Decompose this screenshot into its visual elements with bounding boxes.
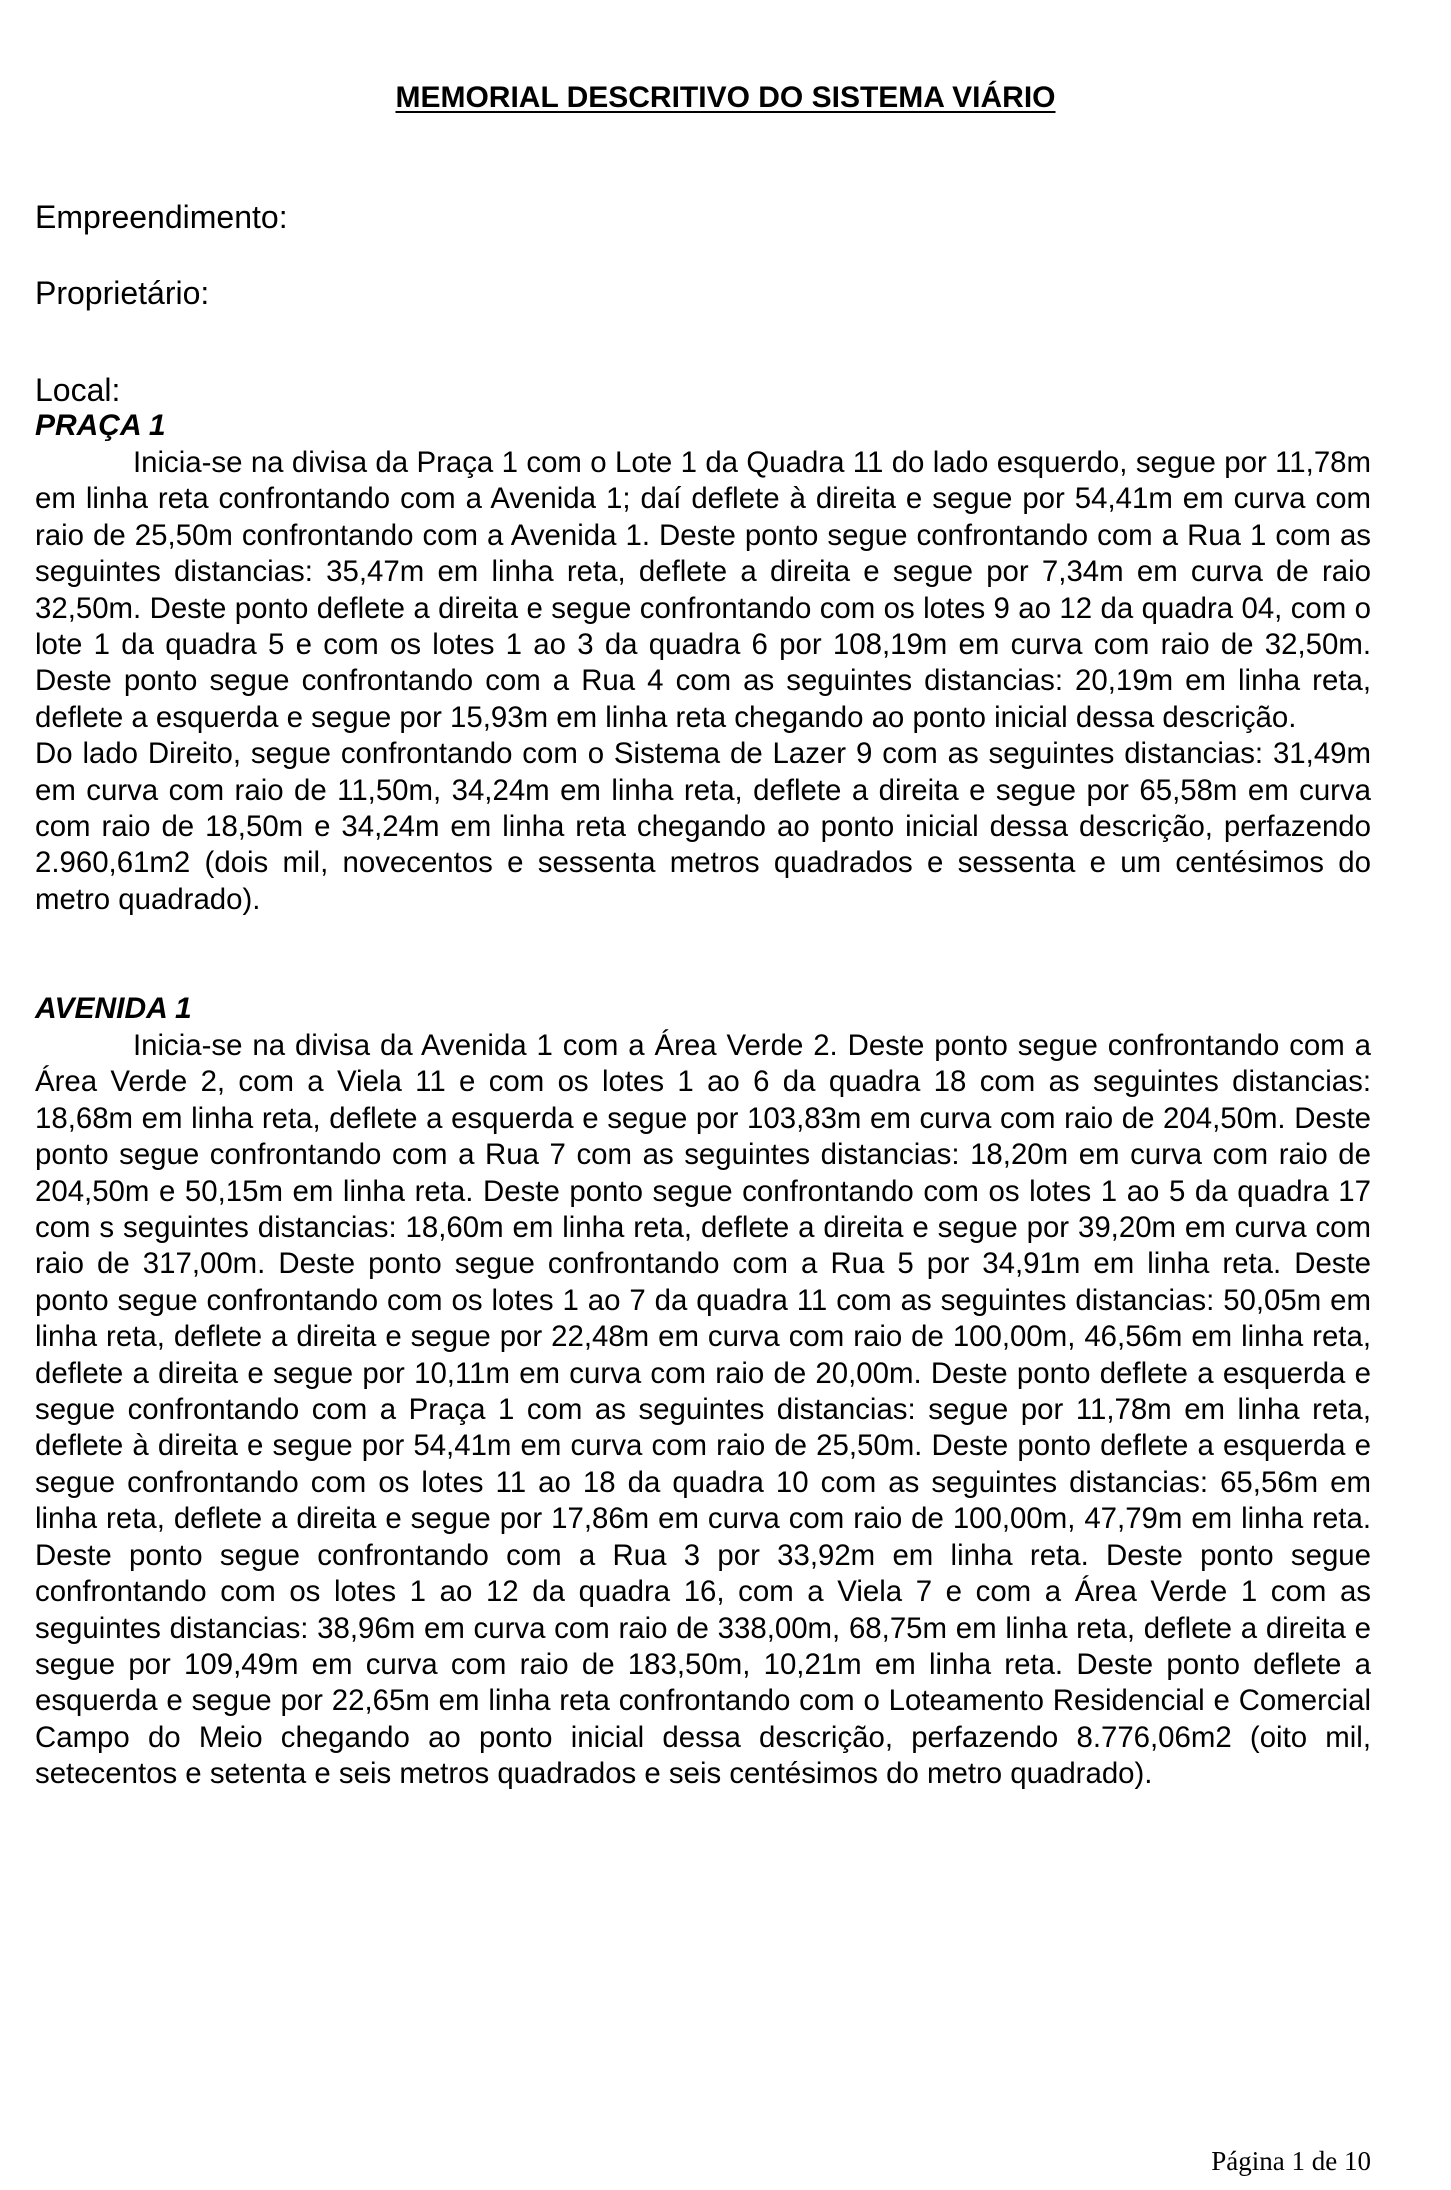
document-title: MEMORIAL DESCRITIVO DO SISTEMA VIÁRIO [395, 81, 1056, 114]
section-heading-avenida-1: AVENIDA 1 [35, 992, 192, 1025]
section-body-avenida-1 [35, 1028, 1371, 1793]
paragraph: Inicia-se na divisa da Praça 1 com o Lote 1 da Quadra 11 do lado esquerdo, segue por 11,78m em linha reta confrontando com a Avenida 1; daí deflete à direita e segue por 54,41m em curva com raio de 25,50m confrontando com a Avenida 1. Deste ponto segue confrontando com a Rua 1 com as seguintes distancias: 35,47m em linha reta, deflete a direita e segue por 7,34m em curva de raio 32,50m. Deste ponto deflete a direita e segue confrontando com os lotes 9 ao 12 da quadra 04, com o lote 1 da quadra 5 e com os lotes 1 ao 3 da quadra 6 por 108,19m em curva com raio de 32,50m. Deste ponto segue confrontando com a Rua 4 com as seguintes distancias: 20,19m em linha reta, deflete a esquerda e segue por 15,93m em linha reta chegando ao ponto inicial dessa descrição. [35, 446, 1371, 734]
local-label: Local: [35, 372, 121, 408]
proprietario-label: Proprietário: [35, 275, 210, 311]
page-number: Página 1 de 10 [1211, 2146, 1371, 2176]
paragraph: Do lado Direito, segue confrontando com o Sistema de Lazer 9 com as seguintes distancias: 31,49m em curva com raio de 11,50m, 34,24m em linha reta, deflete a direita e segue por 65,58m em curva com raio de 18,50m e 34,24m em linha reta chegando ao ponto inicial dessa descrição, perfazendo 2.960,61m2 (dois mil, novecentos e sessenta metros quadrados e sessenta e um centésimos do metro quadrado). [35, 737, 1371, 916]
empreendimento-label: Empreendimento: [35, 199, 288, 235]
section-heading-praca-1: PRAÇA 1 [35, 409, 166, 442]
paragraph: Inicia-se na divisa da Avenida 1 com a Área Verde 2. Deste ponto segue confrontando com a Área Verde 2, com a Viela 11 e com os lotes 1 ao 6 da quadra 18 com as seguintes distancias: 18,68m em linha reta, deflete a esquerda e segue por 103,83m em curva com raio de 204,50m. Deste ponto segue confrontando com a Rua 7 com as seguintes distancias: 18,20m em curva com raio de 204,50m e 50,15m em linha reta. Deste ponto segue confrontando com os lotes 1 ao 5 da quadra 17 com s seguintes distancias: 18,60m em linha reta, deflete a direita e segue por 39,20m em curva com raio de 317,00m. Deste ponto segue confrontando com a Rua 5 por 34,91m em linha reta. Deste ponto segue confrontando com os lotes 1 ao 7 da quadra 11 com as seguintes distancias: 50,05m em linha reta, deflete a direita e segue por 22,48m em curva com raio de 100,00m, 46,56m em linha reta, deflete a direita e segue por 10,11m em curva com raio de 20,00m. Deste ponto deflete a esquerda e segue confrontando com a Praça 1 com as seguintes distancias: segue por 11,78m em linha reta, deflete à direita e segue por 54,41m em curva com raio de 25,50m. Deste ponto deflete a esquerda e segue confrontando com os lotes 11 ao 18 da quadra 10 com as seguintes distancias: 65,56m em linha reta, deflete a direita e segue por 17,86m em curva com raio de 100,00m, 47,79m em linha reta. Deste ponto segue confrontando com a Rua 3 por 33,92m em linha reta. Deste ponto segue confrontando com os lotes 1 ao 12 da quadra 16, com a Viela 7 e com a Área Verde 1 com as seguintes distancias: 38,96m em curva com raio de 338,00m, 68,75m em linha reta, deflete a direita e segue por 109,49m em curva com raio de 183,50m, 10,21m em linha reta. Deste ponto deflete a esquerda e segue por 22,65m em linha reta confrontando com o Loteamento Residencial e Comercial Campo do Meio chegando ao ponto inicial dessa descrição, perfazendo 8.776,06m2 (oito mil, setecentos e setenta e seis metros quadrados e seis centésimos do metro quadrado). [35, 1029, 1371, 1791]
section-body-praca-1 [35, 445, 1371, 918]
